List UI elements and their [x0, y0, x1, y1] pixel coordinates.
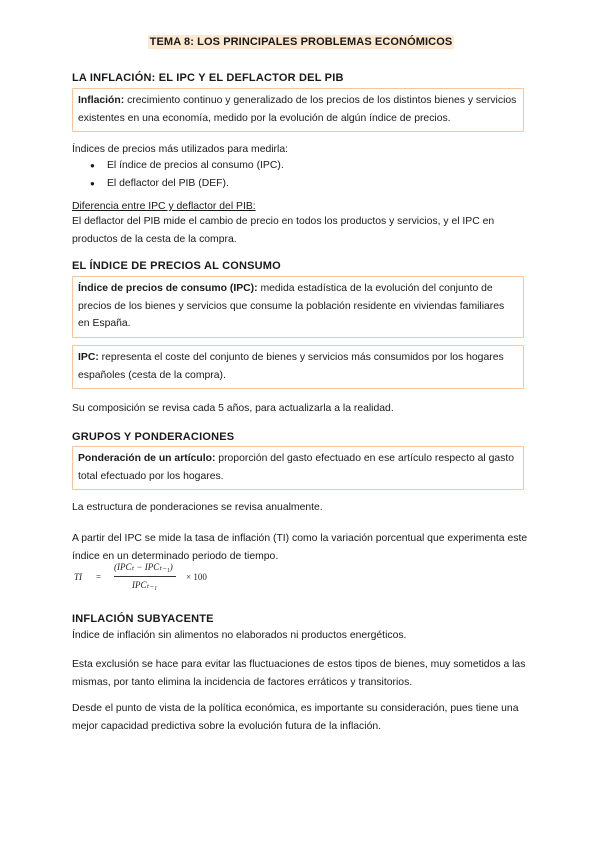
term-ponderacion: Ponderación de un artículo:	[78, 453, 216, 464]
difference-label: Diferencia entre IPC y deflactor del PIB:	[72, 201, 256, 212]
definition-box-ipc-short	[72, 345, 524, 389]
definition-text: representa el coste del conjunto de bienes y servicios más consumidos por los hogares españoles (cesta de la compra).	[78, 352, 504, 381]
heading-inflacion: LA INFLACIÓN: EL IPC Y EL DEFLACTOR DEL PIB	[72, 72, 344, 84]
list-item: ● El deflactor del PIB (DEF).	[90, 175, 284, 193]
tasa-inflacion-text: A partir del IPC se mide la tasa de inflación (TI) como la variación porcentual que experimenta este índice en un determinado periodo de tiempo.	[72, 533, 528, 562]
term-inflacion: Inflación:	[78, 95, 125, 106]
list-item: ● El índice de precios al consumo (IPC).	[90, 157, 284, 175]
formula-lhs: TI	[74, 572, 83, 582]
heading-ipc: EL ÍNDICE DE PRECIOS AL CONSUMO	[72, 260, 281, 272]
formula-denominator: IPCₜ₋₁	[132, 580, 158, 590]
ponderaciones-note: La estructura de ponderaciones se revisa anualmente.	[72, 502, 323, 513]
term-ipc-full: Índice de precios de consumo (IPC):	[78, 283, 258, 294]
heading-subyacente: INFLACIÓN SUBYACENTE	[72, 613, 214, 625]
definition-text: medida estadística de la evolución del conjunto de precios de los bienes y servicios que consume la población residente en viviendas familiares en España.	[78, 283, 505, 329]
definition-box-ipc	[72, 276, 524, 338]
inflation-formula	[74, 560, 234, 600]
subyacente-paragraph-1: Esta exclusión se hace para evitar las fluctuaciones de estos tipos de bienes, muy sometidos a las mismas, por tanto elimina la incidencia de factores erráticos y transitorios.	[72, 659, 526, 688]
term-ipc: IPC:	[78, 352, 99, 363]
difference-text: El deflactor del PIB mide el cambio de precio en todos los productos y servicios, y el IPC en productos de la cesta de la compra.	[72, 216, 495, 245]
subyacente-definition: Índice de inflación sin alimentos no elaborados ni productos energéticos.	[72, 630, 407, 641]
formula-multiplier: × 100	[186, 572, 207, 582]
definition-box-ponderacion	[72, 446, 524, 490]
definition-box-inflacion	[72, 88, 524, 132]
composition-note: Su composición se revisa cada 5 años, para actualizarla a la realidad.	[72, 403, 394, 414]
subyacente-paragraph-2: Desde el punto de vista de la política económica, es importante su consideración, pues tiene una mejor capacidad predictiva sobre la evolución futura de la inflación.	[72, 703, 519, 732]
definition-text: crecimiento continuo y generalizado de los precios de los distintos bienes y servicios existentes en una economía, medido por la evolución de algún índice de precios.	[78, 95, 517, 124]
fraction-bar	[114, 576, 176, 577]
indices-list	[90, 157, 284, 192]
indices-intro: Índices de precios más utilizados para medirla:	[72, 144, 288, 155]
formula-numerator: (IPCₜ − IPCₜ₋₁)	[114, 562, 173, 572]
definition-text: proporción del gasto efectuado en ese artículo respecto al gasto total efectuado por los hogares.	[78, 453, 515, 482]
document-title: TEMA 8: LOS PRINCIPALES PROBLEMAS ECONÓMICOS	[149, 36, 453, 48]
formula-equals: =	[96, 572, 102, 582]
heading-grupos: GRUPOS Y PONDERACIONES	[72, 431, 235, 443]
